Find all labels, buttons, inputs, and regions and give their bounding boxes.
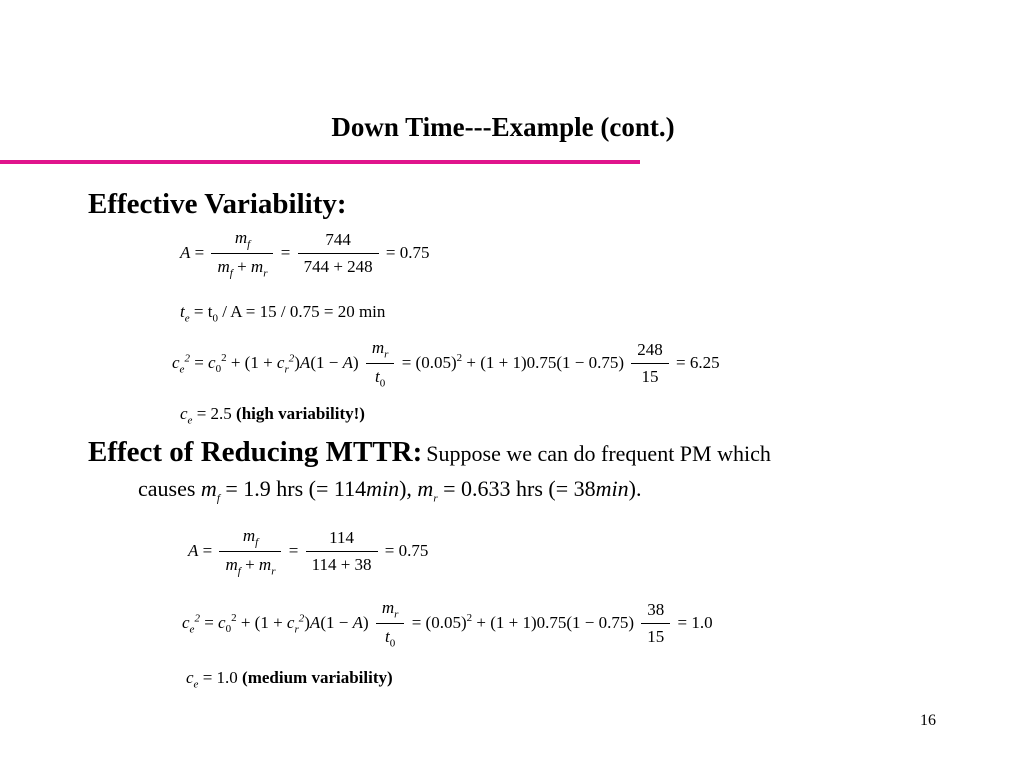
equation-availability-2: A = $\frac{m_f}{m_f + m_r}$ = $\frac{114}{114 + 38}$ = 0.75 [188,526,429,578]
fraction-38-over-15: $\frac{38}{15}$ [641,600,670,647]
section-heading-effective-variability: Effective Variability: [88,188,347,220]
equation-availability-1: A = $\frac{m_f}{m_f + m_r}$ = $\frac{744}{744 + 248}$ = 0.75 [180,228,430,280]
fraction-mr-over-t0: $\frac{m_r}{t_0}$ [366,338,395,390]
title-underline [0,160,640,164]
equation-te: $t_e = t_0 / A = 15 / 0.75 = 20$ min [180,302,386,325]
page-number: 16 [920,712,936,729]
fraction-744: $\frac{744}{744 + 248}$ [298,230,379,277]
equation-ce-1: $c_e = 2.5$ (high variability!) [180,404,365,427]
equation-ce-2: $c_e = 1.0$ (medium variability) [186,668,393,691]
section-mttr [88,436,771,469]
fraction-mr-over-t0-2: $\frac{m_r}{t_0}$ [376,598,405,650]
fraction-114: $\frac{114}{114 + 38}$ [306,528,378,575]
fraction-mf-over-sum-2: $\frac{m_f}{m_f + m_r}$ [219,526,281,578]
equation-ce2-1: $c_e^2 = c_0^2 + (1 + c_r^2)A(1 - A)$ $\frac{m_r}{t_0}$ = $(0.05)^2 + (1 + 1)0.75(1 - 0.75)$ $\frac{248}{15}$ = 6.25 [172,338,720,390]
section-heading-mttr: Effect of Reducing MTTR: [88,436,423,468]
fraction-mf-over-sum: $\frac{m_f}{m_f + m_r}$ [211,228,273,280]
slide-title: Down Time---Example (cont.) [331,112,675,142]
section-mttr-intro: Suppose we can do frequent PM which [426,441,771,466]
section-mttr-line2: causes $m_f = 1.9$ hrs (= 114min), $m_r = 0.633$ hrs (= 38min). [138,476,642,505]
fraction-248-over-15: $\frac{248}{15}$ [631,340,669,387]
equation-ce2-2: $c_e^2 = c_0^2 + (1 + c_r^2)A(1 - A)$ $\frac{m_r}{t_0}$ = $(0.05)^2 + (1 + 1)0.75(1 - 0.75)$ $\frac{38}{15}$ = 1.0 [182,598,713,650]
